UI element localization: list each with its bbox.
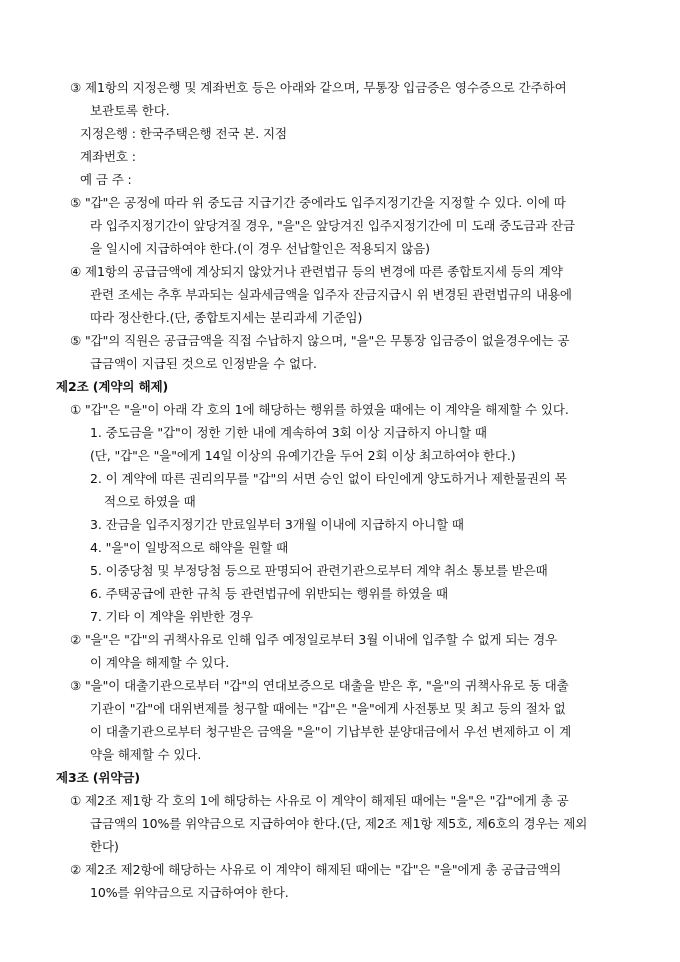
article2-sub6: 6. 주택공급에 관한 규칙 등 관련법규에 위반되는 행위를 하였을 때 <box>90 586 448 601</box>
article3-item1-line3: 한다) <box>90 839 119 854</box>
article3-item2-line1: ② 제2조 제2항에 해당하는 사유로 이 계약이 해제된 때에는 "갑"은 "을"에게 총 공급금액의 <box>70 862 562 877</box>
article1-item-c-line1: ⑤ "갑"은 공정에 따라 위 중도금 지급기간 중에라도 입주지정기간을 지정할 수 있다. 이에 따 <box>70 195 566 210</box>
article2-sub2-line1: 2. 이 계약에 따른 권리의무를 "갑"의 서면 승인 없이 타인에게 양도하거나 제한물권의 목 <box>90 471 567 486</box>
account-number-label: 계좌번호 : <box>80 149 136 164</box>
article1-item4-line3: 따라 정산한다.(단, 종합토지세는 분리과세 기준임) <box>90 310 363 325</box>
article2-heading: 제2조 (계약의 해제) <box>56 379 169 394</box>
article2-sub2-line2: 적으로 하였을 때 <box>104 494 196 509</box>
article2-item3-line1: ③ "을"이 대출기관으로부터 "갑"의 연대보증으로 대출을 받은 후, "을"의 귀책사유로 동 대출 <box>70 678 569 693</box>
article3-item1-line1: ① 제2조 제1항 각 호의 1에 해당하는 사유로 이 계약이 해제된 때에는 "을"은 "갑"에게 총 공 <box>70 793 569 808</box>
article2-sub5: 5. 이중당첨 및 부정당첨 등으로 판명되어 관련기관으로부터 계약 취소 통보를 받은때 <box>90 563 548 578</box>
article2-sub7: 7. 기타 이 계약을 위반한 경우 <box>90 609 253 624</box>
article2-item3-line4: 약을 해제할 수 있다. <box>90 747 202 762</box>
article2-item1-intro: ① "갑"은 "을"이 아래 각 호의 1에 해당하는 행위를 하였을 때에는 이 계약을 해제할 수 있다. <box>70 402 569 417</box>
designated-bank-label: 지정은행 : 한국주택은행 전국 본. 지점 <box>80 126 287 141</box>
article2-sub3: 3. 잔금을 입주지정기간 만료일부터 3개월 이내에 지급하지 아니할 때 <box>90 517 464 532</box>
article2-sub1: 1. 중도금을 "갑"이 정한 기한 내에 계속하여 3회 이상 지급하지 아니할 때 <box>90 425 487 440</box>
article2-item2-line1: ② "을"은 "갑"의 귀책사유로 인해 입주 예정일로부터 3월 이내에 입주할 수 없게 되는 경우 <box>70 632 558 647</box>
account-holder-label: 예 금 주 : <box>80 172 132 187</box>
article2-sub4: 4. "을"이 일방적으로 해약을 원할 때 <box>90 540 289 555</box>
article3-item1-line2: 급금액의 10%를 위약금으로 지급하여야 한다.(단, 제2조 제1항 제5호, 제6호의 경우는 제외 <box>90 816 588 831</box>
article1-item4-line1: ④ 제1항의 공급금액에 계상되지 않았거나 관련법규 등의 변경에 따른 종합토지세 등의 계약 <box>70 264 563 279</box>
article2-item3-line3: 이 대출기관으로부터 청구받은 금액을 "을"이 기납부한 분양대금에서 우선 변제하고 이 계 <box>90 724 572 739</box>
article1-item4-line2: 관련 조세는 추후 부과되는 실과세금액을 입주자 잔금지급시 위 변경된 관련법규의 내용에 <box>90 287 572 302</box>
article1-item5-line2: 급금액이 지급된 것으로 인정받을 수 없다. <box>90 356 317 371</box>
article1-item3-line2: 보관토록 한다. <box>90 103 170 118</box>
article1-item-c-line2: 라 입주지정기간이 앞당겨질 경우, "을"은 앞당겨진 입주지정기간에 미 도래 중도금과 잔금 <box>90 218 576 233</box>
article3-item2-line2: 10%를 위약금으로 지급하여야 한다. <box>90 885 289 900</box>
article2-item2-line2: 이 계약을 해제할 수 있다. <box>90 655 230 670</box>
article1-item3-line1: ③ 제1항의 지정은행 및 계좌번호 등은 아래와 같으며, 무통장 입금증은 영수증으로 간주하여 <box>70 80 567 95</box>
article1-item5-line1: ⑤ "갑"의 직원은 공급금액을 직접 수납하지 않으며, "을"은 무통장 입금증이 없을경우에는 공 <box>70 333 570 348</box>
article1-item-c-line3: 을 일시에 지급하여야 한다.(이 경우 선납할인은 적용되지 않음) <box>90 241 430 256</box>
article2-sub1-note: (단, "갑"은 "을"에게 14일 이상의 유예기간을 두어 2회 이상 최고하여야 한다.) <box>90 448 516 463</box>
article2-item3-line2: 기관이 "갑"에 대위변제를 청구할 때에는 "갑"은 "을"에게 사전통보 및 최고 등의 절차 없 <box>90 701 566 716</box>
article3-heading: 제3조 (위약금) <box>56 770 140 785</box>
